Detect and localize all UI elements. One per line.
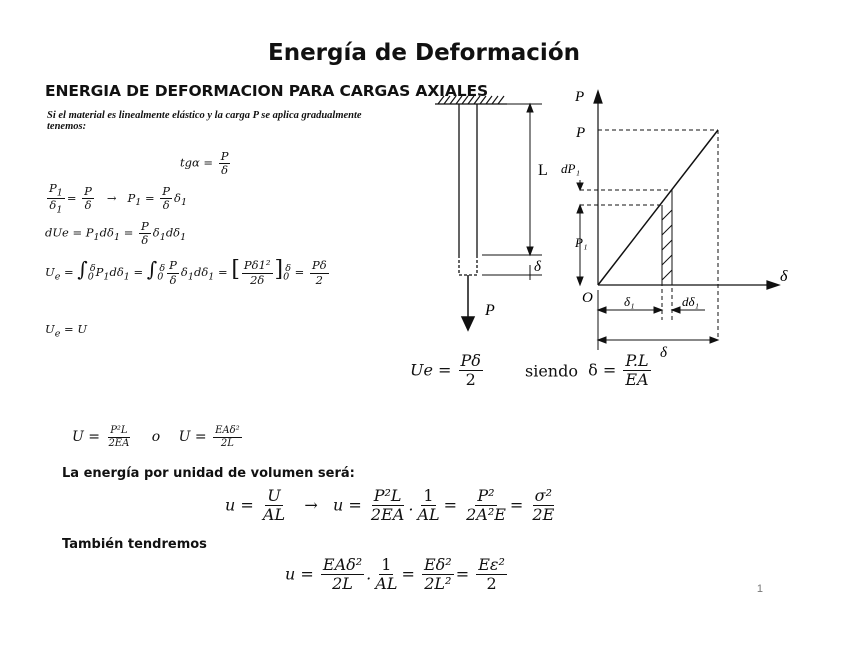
section-heading: ENERGIA DE DEFORMACION PARA CARGAS AXIALES: [45, 82, 489, 100]
formula-differential-energy: dUe = $P_1d\delta_1$ = $\frac{P}{\delta}$ $\delta_1d\delta_1$: [45, 219, 187, 248]
bar: [459, 104, 477, 275]
section-also: También tendremos: [62, 537, 207, 552]
label-dp1: dP₁: [561, 161, 580, 176]
formula-proportion: $\frac{P_1}{\delta_1}$ = $\frac{P}{\delta}$ → $P_1$ = $\frac{P}{\delta}$ $\delta_1$: [49, 181, 188, 216]
p1-dimension: [577, 180, 583, 285]
load-deflection-diagram: [430, 85, 810, 365]
label-delta-bottom: δ: [660, 345, 667, 361]
formula-ue-result: Ue = $\frac{P\delta}{2}$: [410, 351, 481, 390]
label-delta-bar: δ: [534, 259, 541, 275]
plot-axes: [594, 91, 779, 289]
formula-siendo: siendo δ = $\frac{P.L}{EA}$: [525, 351, 649, 390]
formula-energy-density: u = $\frac{U}{AL}$ → u = $\frac{\text{P²L}}{2EA}$ . $\frac{1}{AL}$ = $\frac{\text{P²}}{\text{2A²E}}$ = $\frac{\text{σ²}}{2E}$: [225, 486, 555, 525]
label-l: L: [538, 162, 548, 179]
section-energy-per-volume: La energía por unidad de volumen será:: [62, 466, 355, 481]
label-origin: O: [582, 290, 593, 306]
fixed-support-hatch-icon: [435, 96, 507, 104]
label-p1: P₁: [575, 235, 588, 250]
delta-dimensions: [598, 290, 718, 350]
formula-integral: $U_e = \int_0^\delta P_1d\delta_1 = \int_0^\delta$ $\frac{P}{\delta}$ $\delta_1d\delta_1$ = [ $\frac{\text{Pδ1²}}{2\delta}$ ]$_0^\delta$ = $\frac{P\delta}{2}$: [45, 257, 327, 287]
length-dimension: [482, 104, 542, 280]
formula-u-two-forms: U = $\frac{\text{P²L}}{2EA}$ o U = $\frac{\text{EAδ²}}{2L}$: [72, 425, 240, 449]
siendo-word: siendo: [525, 361, 578, 381]
label-ddelta1: dδ₁: [682, 294, 700, 309]
strip-hatch: [662, 192, 672, 285]
label-delta1: δ₁: [624, 294, 635, 309]
or-word: o: [151, 429, 161, 445]
down-arrow-icon: [462, 275, 474, 330]
label-axis-p-top: P: [575, 89, 585, 105]
label-p-load: P: [485, 302, 495, 319]
formula-ue-equals-u: $U_e = U$: [45, 322, 88, 340]
label-axis-p-second: P: [576, 125, 586, 141]
page-number: 1: [756, 583, 763, 595]
formula-energy-density-alt: u = $\frac{\text{EAδ²}}{2L}$ . $\frac{1}{AL}$ = $\frac{\text{Eδ²}}{\text{2L²}}$ = $\frac{\text{Eε²}}{2}$: [285, 555, 505, 594]
intro-text: Si el material es linealmente elástico y la carga P se aplica gradualmente tenemos:: [47, 110, 362, 132]
slide-title: Energía de Deformación: [268, 40, 580, 66]
label-delta-axis: δ: [780, 268, 788, 285]
formula-tangent: tgα = $\frac{P}{\delta}$: [180, 149, 229, 178]
load-line: [598, 130, 718, 285]
